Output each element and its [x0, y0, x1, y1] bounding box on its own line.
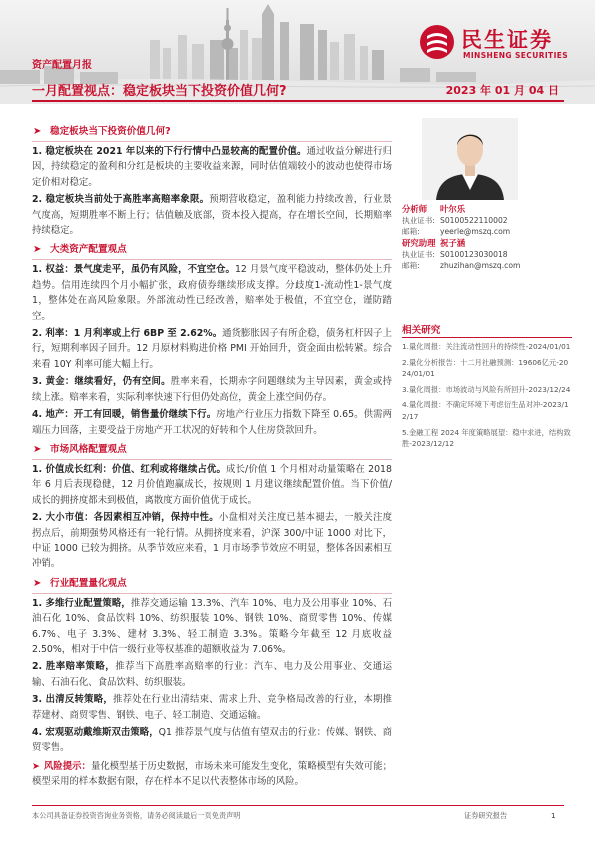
item-lead: 2. 稳定板块当前处于高胜率高赔率象限。 — [32, 194, 210, 206]
analyst-name: 叶尔乐 — [440, 204, 466, 214]
analyst-name: 祝子涵 — [440, 237, 466, 248]
item-body: 通过收益分解进行归因，持续稳定的盈利和分红是板块的主要收益来源，同时估值端较小的波动也使得市场定价相对稳定。 — [32, 146, 392, 188]
section-divider — [32, 259, 392, 260]
analyst-role: 分析师 — [402, 204, 428, 214]
list-item — [32, 659, 392, 690]
section-market-style — [32, 442, 392, 572]
list-item — [32, 192, 392, 238]
list-item — [32, 692, 392, 723]
item-body: 胜率来看，长期赤字问题继续为主导因素，黄金或持续上涨。赔率来看，实际利率快速下行但仍处高位，黄金上涨空间仍存。 — [32, 376, 392, 403]
document-title: 一月配置视点：稳定板块当下投资价值几何? — [32, 84, 287, 99]
section-heading — [32, 242, 392, 258]
section-divider — [32, 593, 392, 594]
analyst-role: 研究助理 — [402, 237, 436, 248]
list-item — [32, 725, 392, 756]
item-body: 预期营收稳定，盈利能力持续改善，行业景气度高，短期胜率不断上行；估值触及底部，资本投入提高，存在增长空间，长期赔率持续稳定。 — [32, 194, 392, 237]
related-research-link[interactable]: 5.金融工程 2024 年度策略展望：稳中求进，结构致胜-2023/12/12 — [402, 427, 571, 449]
analyst-block — [402, 204, 572, 238]
section-heading — [32, 576, 392, 592]
risk-text: 量化模型基于历史数据，市场未来可能发生变化，策略模型有失效可能；模型采用的样本数据有限，存在样本不足以代表整体市场的风险。 — [32, 760, 392, 788]
title-divider — [32, 100, 564, 102]
section-divider — [32, 459, 392, 460]
related-research-link[interactable]: 1.量化周报：关注流动性回升的持续性-2024/01/01 — [402, 342, 571, 351]
analyst-info — [402, 204, 572, 271]
item-body: 推荐处在行业出清结束、需求上升、竞争格局改善的行业，本期推荐建材、商贸零售、钢铁、电子、轻工制造、交通运输。 — [32, 694, 392, 721]
header-banner — [0, 0, 595, 104]
list-item — [32, 262, 392, 324]
risk-warning — [32, 759, 392, 790]
related-research-divider — [402, 337, 572, 338]
item-lead: 1. 稳定板块在 2021 年以来的下行行情中凸显较高的配置价值。 — [32, 146, 307, 157]
document-date: 2023 年 01 月 04 日 — [445, 84, 559, 97]
section-divider — [32, 141, 392, 142]
email-label: 邮箱: — [402, 261, 420, 271]
related-research-link[interactable]: 4.量化周报：不确定环境下考虑衍生品对冲-2023/12/17 — [402, 400, 569, 421]
item-lead: 3. 出清反转策略， — [32, 694, 114, 706]
item-body: 成长/价值 1 个月相对动量策略在 2018 年 6 月后表现稳健，12 月价值跑赢成长，按规则 1 月建议继续配置价值。当下价值/成长的拥挤度都未到极值，离散度方面价值优于成长。 — [32, 463, 392, 506]
cert-label: 执业证书: — [402, 216, 435, 226]
section-heading-text: 稳定板块当下投资价值几何? — [50, 126, 171, 137]
list-item — [32, 374, 392, 405]
item-body: Q1 推荐景气度与估值有望双击的行业：传媒、钢铁、商贸零售。 — [32, 727, 392, 754]
section-heading-text: 行业配置量化观点 — [50, 577, 127, 589]
logo-text-cn: 民生证券 — [461, 28, 553, 52]
list-item — [32, 462, 392, 508]
main-content — [32, 120, 392, 790]
arrow-right-icon: ➤ — [33, 126, 42, 137]
item-lead: 1. 多维行业配置策略， — [32, 597, 131, 609]
logo-mark-icon — [419, 24, 455, 60]
logo-text-en: MINSHENG SECURITIES — [463, 51, 569, 60]
list-item — [32, 326, 392, 372]
section-heading — [32, 442, 392, 458]
item-body: 房地产行业压力指数下降至 0.65。供需两端压力回落，主要受益于房地产开工状况的好转和个人住房贷款回升。 — [32, 409, 392, 436]
item-body: 通货膨胀因子有所企稳，债务杠杆因子上行，短期利率因子回升。12 月原材料购进价格 PMI 开始回升，资金面由松转紧。综合来看 10Y 利率可能大幅上行。 — [32, 328, 392, 370]
item-lead: 3. 黄金：继续看好，仍有空间。 — [32, 376, 171, 388]
related-research-heading: 相关研究 — [402, 325, 441, 336]
arrow-right-icon: ➤ — [33, 244, 42, 256]
footer-disclaimer: 本公司具备证券投资咨询业务资格，请务必阅读最后一页免责声明 — [32, 811, 241, 820]
arrow-right-icon: ➤ — [33, 577, 42, 589]
list-item — [32, 510, 392, 572]
report-type-label: 资产配置月报 — [32, 60, 92, 71]
arrow-right-icon: ➤ — [32, 760, 40, 772]
section-heading — [32, 124, 392, 140]
section-heading-text: 大类资产配置观点 — [50, 244, 127, 256]
item-lead: 1. 权益：景气度走平，虽仍有风险，不宜空仓。 — [32, 264, 235, 276]
item-body: 推荐当下高胜率高赔率的行业：汽车、电力及公用事业、交通运输、石油石化、食品饮料、纺织服装。 — [32, 661, 392, 688]
item-lead: 4. 地产：开工有回暖，销售量价继续下行。 — [32, 409, 217, 421]
list-item — [32, 144, 392, 190]
related-research-link[interactable]: 2.量化分析报告：十二月社融预测：19606亿元-2024/01/01 — [402, 357, 569, 379]
minsheng-securities-logo — [419, 24, 579, 64]
section-investment-value — [32, 124, 392, 238]
cert-number: S0100522110002 — [440, 216, 508, 226]
cert-number: S0100123030018 — [440, 249, 508, 259]
item-body: 小盘相对关注度已基本褪去，一般关注度拐点后，前期强势风格还有一轮行情。从拥挤度来看，沪深 300/中证 1000 对比下，中证 1000 已较为拥挤。从季节效应来看，1 月市场季节效应不明显，整体各因素相互冲销。 — [32, 512, 392, 570]
email-label: 邮箱: — [402, 227, 420, 237]
related-research-list — [402, 341, 572, 454]
item-body: 推荐交通运输 13.3%、汽车 10%、电力及公用事业 10%、石油石化 10%、食品饮料 10%、纺织服装 10%、钢铁 10%、商贸零售 10%、传媒 6.7%、电子 3.3%、建材 3.3%、轻工制造 3.3%。策略今年截至 12 月底收益 2.50%，相对于中信一级行业等权基准的超额收益为 7.06%。 — [32, 597, 392, 655]
cert-label: 执业证书: — [402, 249, 435, 259]
item-lead: 2. 大小市值：各因素相互冲销，保持中性。 — [32, 512, 219, 524]
item-body: 12 月景气度平稳波动，整体仍处上升趋势。信用连续四个月小幅扩张，政府债券继续形成支撑。分歧度1-流动性1-景气度1，整体处在高风险象限。外部流动性已经改善，赔率处于极值，不宜空仓，谨防踏空。 — [32, 264, 392, 322]
section-heading-text: 市场风格配置观点 — [50, 443, 127, 455]
item-lead: 1. 价值成长红利：价值、红利或将继续占优。 — [32, 463, 227, 475]
section-asset-allocation — [32, 242, 392, 437]
footer-doc-type: 证券研究报告 — [464, 811, 508, 820]
risk-label: 风险提示： — [43, 760, 91, 772]
footer-divider — [32, 805, 564, 806]
section-industry-allocation — [32, 576, 392, 756]
page-number: 1 — [551, 811, 556, 820]
analyst-portrait-image — [422, 118, 518, 200]
list-item — [32, 407, 392, 438]
analyst-block — [402, 238, 572, 272]
analyst-email-link[interactable]: zhuzihan@mszq.com — [440, 261, 521, 271]
arrow-right-icon: ➤ — [33, 443, 42, 455]
analyst-email-link[interactable]: yeerle@mszq.com — [440, 227, 511, 237]
item-lead: 2. 利率：1 月利率或上行 6BP 至 2.62%。 — [32, 328, 223, 340]
item-lead: 4. 宏观驱动戴维斯双击策略， — [32, 727, 159, 738]
list-item — [32, 596, 392, 658]
item-lead: 2. 胜率赔率策略， — [32, 661, 116, 673]
analyst-photo — [422, 118, 518, 200]
related-research-link[interactable]: 3.量化周报：市场波动与风险有所回升-2023/12/24 — [402, 384, 571, 394]
